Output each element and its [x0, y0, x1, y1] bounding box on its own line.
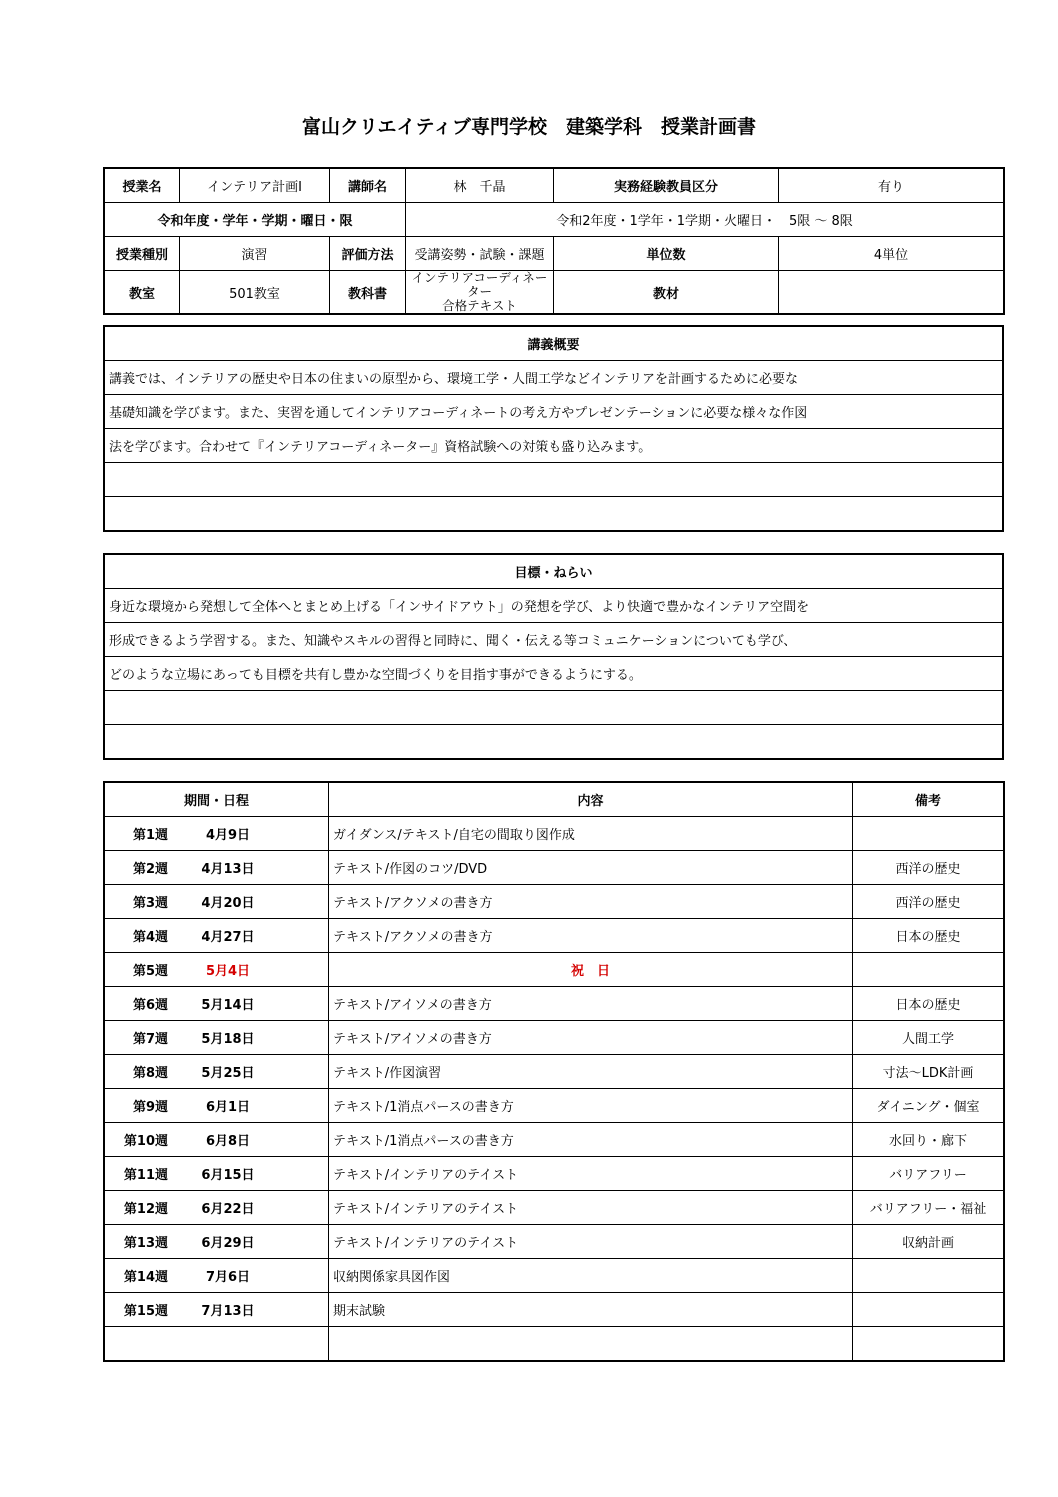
page-title: 富山クリエイティブ専門学校 建築学科 授業計画書 — [301, 116, 757, 138]
schedule-row — [105, 885, 1004, 919]
type-label: 授業種別 — [105, 237, 180, 271]
textbook-label: 教科書 — [330, 271, 406, 314]
schedule-row — [105, 953, 1004, 987]
schedule-note-cell: 収納計画 — [853, 1225, 1004, 1259]
schedule-note-cell: 日本の歴史 — [853, 987, 1004, 1021]
schedule-content-cell: テキスト/アクソメの書き方 — [329, 919, 853, 953]
room-label: 教室 — [105, 271, 180, 314]
schedule-body — [105, 817, 1004, 1361]
goals-line: 形成できるよう学習する。また、知識やスキルの習得と同時に、聞く・伝える等コミュニケーションについても学び、 — [105, 623, 1003, 657]
schedule-period-cell — [105, 885, 329, 919]
course-info-table — [104, 168, 1004, 314]
week-label: 第13週 — [123, 1236, 168, 1251]
textbook-value-line-1: インテリアコーディネーター — [411, 270, 548, 299]
lecturer-label: 講師名 — [330, 169, 406, 203]
schedule-note-cell: ダイニング・個室 — [853, 1089, 1004, 1123]
schedule-row — [105, 987, 1004, 1021]
week-label: 第6週 — [132, 998, 168, 1013]
schedule-content-cell: テキスト/1消点パースの書き方 — [329, 1123, 853, 1157]
schedule-note-cell: 西洋の歴史 — [853, 851, 1004, 885]
date-label: 5月14日 — [201, 998, 255, 1013]
schedule-note-cell: 水回り・廊下 — [853, 1123, 1004, 1157]
room-value: 501教室 — [180, 271, 330, 314]
schedule-content-cell: テキスト/インテリアのテイスト — [329, 1225, 853, 1259]
schedule-period-cell — [105, 953, 329, 987]
schedule-content-cell: 祝 日 — [329, 953, 853, 987]
schedule-header-content: 内容 — [329, 783, 853, 817]
week-label: 第2週 — [132, 862, 168, 877]
schedule-row — [105, 1259, 1004, 1293]
experience-value: 有り — [779, 169, 1004, 203]
units-value: 4単位 — [779, 237, 1004, 271]
schedule-period-cell — [105, 1191, 329, 1225]
date-label: 5月4日 — [205, 964, 251, 979]
schedule-header-notes: 備考 — [853, 783, 1004, 817]
date-label: 6月29日 — [201, 1236, 255, 1251]
eval-label: 評価方法 — [330, 237, 406, 271]
schedule-period-cell — [105, 1123, 329, 1157]
schedule-period-cell — [105, 1293, 329, 1327]
materials-label: 教材 — [554, 271, 779, 314]
date-label: 6月8日 — [205, 1134, 251, 1149]
lecturer-value: 林 千晶 — [406, 169, 554, 203]
week-label: 第8週 — [132, 1066, 168, 1081]
schedule-period-cell — [105, 919, 329, 953]
week-label: 第15週 — [123, 1304, 168, 1319]
goals-line — [105, 725, 1003, 759]
eval-value: 受講姿勢・試験・課題 — [406, 237, 554, 271]
period-label: 令和年度・学年・学期・曜日・限 — [105, 203, 406, 237]
date-label: 6月22日 — [201, 1202, 255, 1217]
goals-line — [105, 691, 1003, 725]
schedule-note-cell — [853, 953, 1004, 987]
schedule-row — [105, 919, 1004, 953]
week-label: 第1週 — [132, 828, 168, 843]
textbook-value-line-2: 合格テキスト — [442, 298, 517, 313]
units-label: 単位数 — [554, 237, 779, 271]
schedule-period-cell — [105, 1259, 329, 1293]
materials-value — [779, 271, 1004, 314]
schedule-row — [105, 1055, 1004, 1089]
schedule-note-cell: バリアフリー・福祉 — [853, 1191, 1004, 1225]
textbook-value — [406, 271, 554, 314]
schedule-content-cell: テキスト/作図演習 — [329, 1055, 853, 1089]
schedule-note-cell — [853, 1259, 1004, 1293]
schedule-note-cell — [853, 817, 1004, 851]
schedule-note-cell — [853, 1327, 1004, 1361]
schedule-row — [105, 1157, 1004, 1191]
schedule-period-cell — [105, 817, 329, 851]
overview-heading: 講義概要 — [105, 327, 1003, 361]
schedule-content-cell: テキスト/インテリアのテイスト — [329, 1157, 853, 1191]
course-value: インテリア計画Ⅰ — [180, 169, 330, 203]
schedule-row — [105, 1327, 1004, 1361]
week-label: 第9週 — [132, 1100, 168, 1115]
schedule-row — [105, 1293, 1004, 1327]
schedule-content-cell: 収納関係家具図作図 — [329, 1259, 853, 1293]
schedule-note-cell: 人間工学 — [853, 1021, 1004, 1055]
schedule-note-cell: 寸法～LDK計画 — [853, 1055, 1004, 1089]
week-label: 第3週 — [132, 896, 168, 911]
schedule-content-cell — [329, 1327, 853, 1361]
date-label: 4月13日 — [201, 862, 255, 877]
week-label: 第4週 — [132, 930, 168, 945]
schedule-period-cell — [105, 851, 329, 885]
goals-line: 身近な環境から発想して全体へとまとめ上げる「インサイドアウト」の発想を学び、より快適で豊かなインテリア空間を — [105, 589, 1003, 623]
schedule-content-cell: テキスト/アイソメの書き方 — [329, 1021, 853, 1055]
schedule-content-cell: テキスト/作図のコツ/DVD — [329, 851, 853, 885]
week-label: 第14週 — [123, 1270, 168, 1285]
schedule-period-cell — [105, 987, 329, 1021]
schedule-row — [105, 1089, 1004, 1123]
week-label: 第12週 — [123, 1202, 168, 1217]
schedule-period-cell — [105, 1225, 329, 1259]
date-label: 4月20日 — [201, 896, 255, 911]
schedule-content-cell: テキスト/アイソメの書き方 — [329, 987, 853, 1021]
period-value: 令和2年度・1学年・1学期・火曜日・ 5限 ～ 8限 — [406, 203, 1004, 237]
course-label: 授業名 — [105, 169, 180, 203]
date-label: 6月15日 — [201, 1168, 255, 1183]
overview-line — [105, 497, 1003, 531]
schedule-row — [105, 1191, 1004, 1225]
schedule-note-cell: 西洋の歴史 — [853, 885, 1004, 919]
schedule-period-cell — [105, 1327, 329, 1361]
schedule-row — [105, 1123, 1004, 1157]
overview-line: 講義では、インテリアの歴史や日本の住まいの原型から、環境工学・人間工学などインテリアを計画するために必要な — [105, 361, 1003, 395]
date-label: 4月27日 — [201, 930, 255, 945]
schedule-content-cell: テキスト/アクソメの書き方 — [329, 885, 853, 919]
schedule-row — [105, 851, 1004, 885]
date-label: 5月25日 — [201, 1066, 255, 1081]
schedule-period-cell — [105, 1089, 329, 1123]
schedule-content-cell: テキスト/1消点パースの書き方 — [329, 1089, 853, 1123]
schedule-period-cell — [105, 1021, 329, 1055]
week-label: 第7週 — [132, 1032, 168, 1047]
type-value: 演習 — [180, 237, 330, 271]
goals-heading: 目標・ねらい — [105, 555, 1003, 589]
date-label: 5月18日 — [201, 1032, 255, 1047]
goals-line: どのような立場にあっても目標を共有し豊かな空間づくりを目指す事ができるようにする。 — [105, 657, 1003, 691]
schedule-note-cell: バリアフリー — [853, 1157, 1004, 1191]
goals-table — [104, 554, 1003, 759]
schedule-period-cell — [105, 1157, 329, 1191]
week-label: 第11週 — [123, 1168, 168, 1183]
schedule-row — [105, 1021, 1004, 1055]
experience-label: 実務経験教員区分 — [554, 169, 779, 203]
date-label: 6月1日 — [205, 1100, 251, 1115]
schedule-content-cell: テキスト/インテリアのテイスト — [329, 1191, 853, 1225]
overview-table — [104, 326, 1003, 531]
week-label: 第5週 — [132, 964, 168, 979]
schedule-note-cell — [853, 1293, 1004, 1327]
schedule-row — [105, 1225, 1004, 1259]
date-label: 7月13日 — [201, 1304, 255, 1319]
week-label: 第10週 — [123, 1134, 168, 1149]
schedule-row — [105, 817, 1004, 851]
schedule-header-period: 期間・日程 — [105, 783, 329, 817]
schedule-period-cell — [105, 1055, 329, 1089]
date-label: 4月9日 — [205, 828, 251, 843]
overview-line: 法を学びます。合わせて『インテリアコーディネーター』資格試験への対策も盛り込みます。 — [105, 429, 1003, 463]
schedule-content-cell: ガイダンス/テキスト/自宅の間取り図作成 — [329, 817, 853, 851]
overview-line: 基礎知識を学びます。また、実習を通してインテリアコーディネートの考え方やプレゼンテーションに必要な様々な作図 — [105, 395, 1003, 429]
schedule-content-cell: 期末試験 — [329, 1293, 853, 1327]
overview-line — [105, 463, 1003, 497]
date-label: 7月6日 — [205, 1270, 251, 1285]
schedule-table — [104, 782, 1004, 1361]
schedule-note-cell: 日本の歴史 — [853, 919, 1004, 953]
